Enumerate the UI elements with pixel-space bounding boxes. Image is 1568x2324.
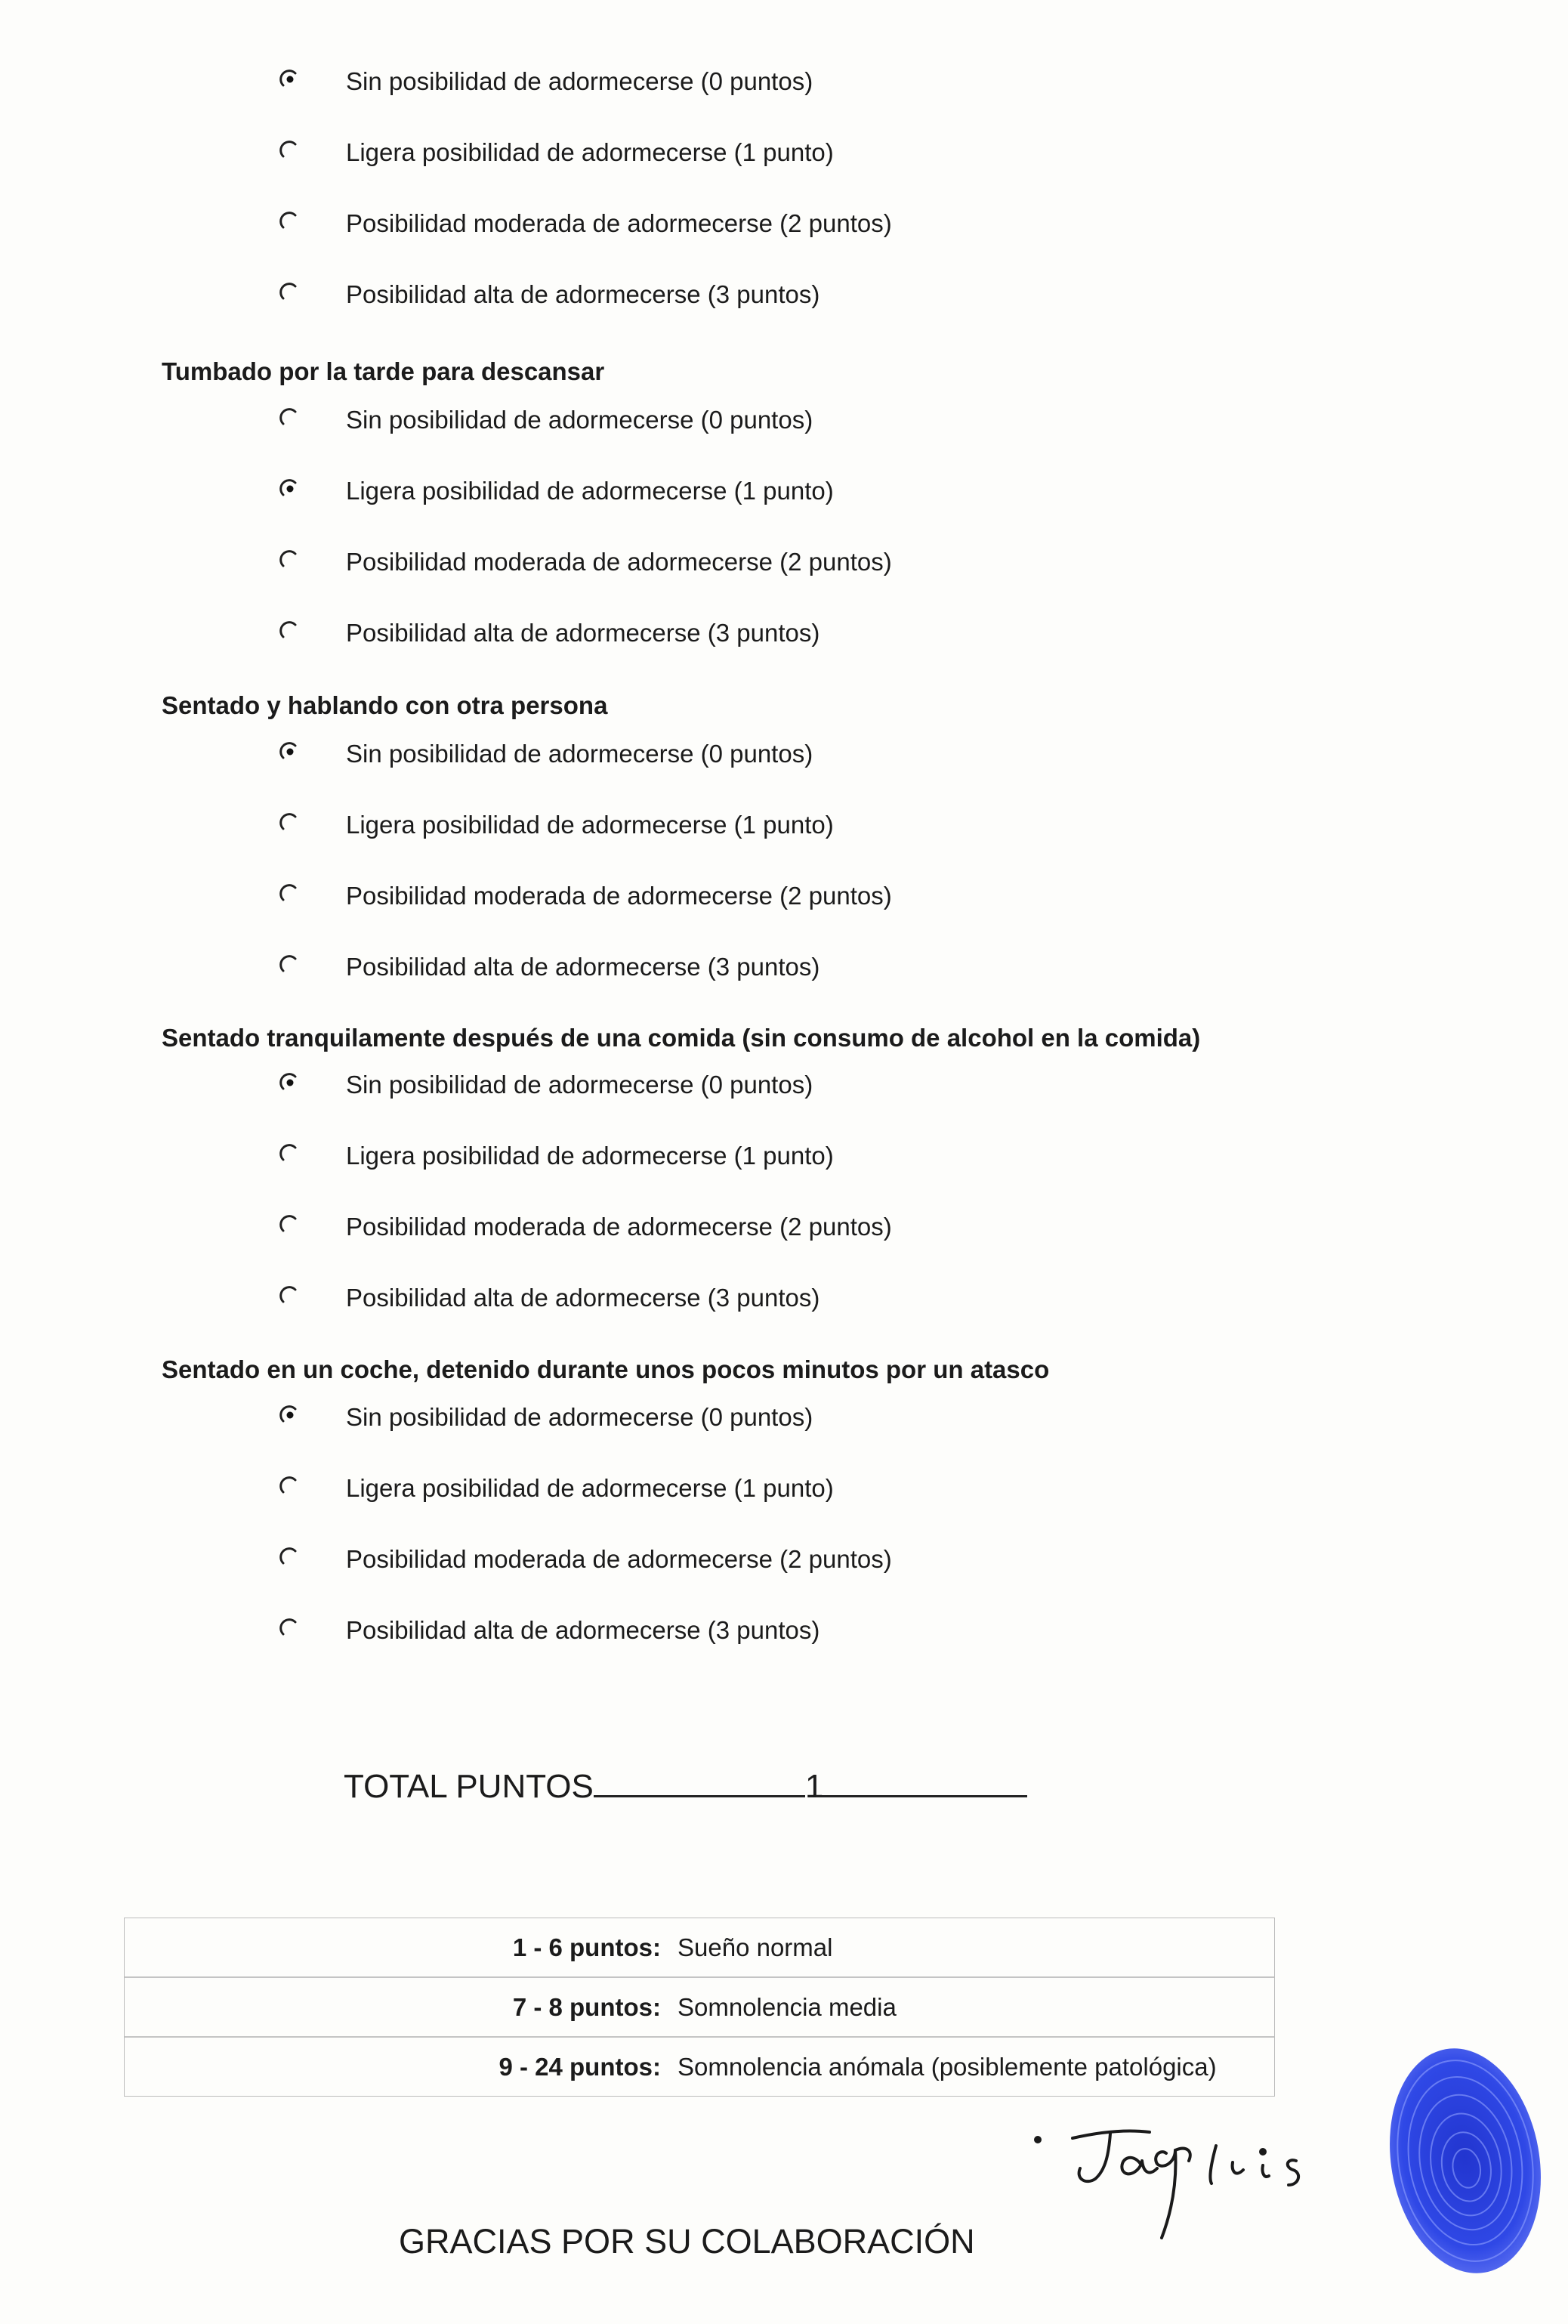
- scale-range: 7 - 8 puntos:: [512, 1992, 661, 2021]
- radio-option[interactable]: [162, 734, 1446, 805]
- option-label: Sin posibilidad de adormecerse (0 puntos): [346, 406, 813, 434]
- radio-option[interactable]: [162, 1278, 1446, 1349]
- question-title: Sentado tranquilamente después de una comida (sin consumo de alcohol en la comida): [162, 1024, 1201, 1052]
- question-block: [162, 691, 1446, 981]
- scale-description: Somnolencia anómala (posiblemente patológica): [678, 2052, 1217, 2081]
- option-label: Ligera posibilidad de adormecerse (1 punto): [346, 1474, 834, 1502]
- option-label: Posibilidad moderada de adormecerse (2 puntos): [346, 209, 892, 237]
- radio-checked-icon[interactable]: [279, 1073, 299, 1092]
- closing-message: GRACIAS POR SU COLABORACIÓN: [399, 2222, 975, 2261]
- question-title: Tumbado por la tarde para descansar: [162, 357, 605, 385]
- total-label: TOTAL PUNTOS: [344, 1768, 594, 1805]
- radio-option[interactable]: [162, 542, 1446, 613]
- radio-option[interactable]: [162, 62, 1446, 133]
- radio-unchecked-icon[interactable]: [279, 141, 299, 160]
- radio-unchecked-icon[interactable]: [279, 1476, 299, 1496]
- option-label: Posibilidad alta de adormecerse (3 puntos): [346, 1284, 820, 1312]
- question-title: Sentado y hablando con otra persona: [162, 691, 608, 719]
- radio-checked-icon[interactable]: [279, 70, 299, 89]
- radio-checked-icon[interactable]: [279, 742, 299, 762]
- option-label: Posibilidad moderada de adormecerse (2 puntos): [346, 882, 892, 910]
- radio-option[interactable]: [162, 400, 1446, 471]
- option-label: Ligera posibilidad de adormecerse (1 punto): [346, 477, 834, 505]
- option-group: [162, 1398, 1446, 1682]
- radio-option[interactable]: [162, 471, 1446, 542]
- score-scale-table: [124, 1918, 1275, 2097]
- option-label: Posibilidad alta de adormecerse (3 puntos): [346, 619, 820, 647]
- radio-option[interactable]: [162, 275, 1446, 346]
- radio-unchecked-icon[interactable]: [279, 1547, 299, 1567]
- total-value[interactable]: 1: [804, 1768, 824, 1805]
- radio-unchecked-icon[interactable]: [279, 955, 299, 975]
- option-label: Ligera posibilidad de adormecerse (1 punto): [346, 1142, 834, 1170]
- question-title: Sentado en un coche, detenido durante unos pocos minutos por un atasco: [162, 1355, 1050, 1383]
- option-label: Posibilidad moderada de adormecerse (2 puntos): [346, 1545, 892, 1573]
- option-label: Posibilidad moderada de adormecerse (2 puntos): [346, 548, 892, 576]
- radio-option[interactable]: [162, 1136, 1446, 1207]
- radio-checked-icon[interactable]: [279, 1405, 299, 1425]
- radio-unchecked-icon[interactable]: [279, 813, 299, 833]
- radio-option[interactable]: [162, 947, 1446, 1018]
- option-group: [162, 400, 1446, 685]
- radio-unchecked-icon[interactable]: [279, 212, 299, 231]
- option-label: Ligera posibilidad de adormecerse (1 punto): [346, 138, 834, 166]
- radio-option[interactable]: [162, 1398, 1446, 1469]
- option-label: Sin posibilidad de adormecerse (0 puntos): [346, 1071, 813, 1099]
- radio-unchecked-icon[interactable]: [279, 283, 299, 302]
- radio-option[interactable]: [162, 133, 1446, 204]
- option-label: Posibilidad moderada de adormecerse (2 puntos): [346, 1213, 892, 1241]
- scale-range: 9 - 24 puntos:: [498, 2052, 661, 2081]
- scale-row: [125, 1978, 1274, 2038]
- option-label: Posibilidad alta de adormecerse (3 puntos): [346, 280, 820, 308]
- scale-row: [125, 2038, 1274, 2096]
- radio-unchecked-icon[interactable]: [279, 550, 299, 570]
- radio-option[interactable]: [162, 613, 1446, 685]
- radio-option[interactable]: [162, 1469, 1446, 1540]
- radio-option[interactable]: [162, 1611, 1446, 1682]
- radio-unchecked-icon[interactable]: [279, 1286, 299, 1306]
- option-group: [162, 62, 1446, 346]
- total-points: [344, 1765, 1027, 1806]
- radio-option[interactable]: [162, 1207, 1446, 1278]
- handwritten-signature: [1027, 2123, 1375, 2255]
- option-label: Ligera posibilidad de adormecerse (1 punto): [346, 811, 834, 839]
- question-block: [162, 1355, 1446, 1644]
- option-label: Posibilidad alta de adormecerse (3 puntos): [346, 953, 820, 981]
- signature-drawing: [1027, 2123, 1375, 2251]
- option-group: [162, 734, 1446, 1018]
- total-blank-line-end: [816, 1765, 1027, 1797]
- scale-description: Sueño normal: [678, 1933, 833, 1961]
- option-label: Posibilidad alta de adormecerse (3 puntos): [346, 1616, 820, 1644]
- radio-option[interactable]: [162, 1540, 1446, 1611]
- radio-unchecked-icon[interactable]: [279, 408, 299, 428]
- radio-option[interactable]: [162, 1065, 1446, 1136]
- radio-unchecked-icon[interactable]: [279, 1144, 299, 1164]
- scale-description: Somnolencia media: [678, 1992, 897, 2021]
- option-label: Sin posibilidad de adormecerse (0 puntos): [346, 67, 813, 95]
- total-blank-line: [594, 1765, 805, 1797]
- option-group: [162, 1065, 1446, 1349]
- option-label: Sin posibilidad de adormecerse (0 puntos): [346, 1403, 813, 1431]
- scale-row: [125, 1918, 1274, 1978]
- radio-option[interactable]: [162, 876, 1446, 947]
- radio-option[interactable]: [162, 805, 1446, 876]
- radio-unchecked-icon[interactable]: [279, 621, 299, 641]
- option-label: Sin posibilidad de adormecerse (0 puntos): [346, 740, 813, 768]
- radio-unchecked-icon[interactable]: [279, 1215, 299, 1235]
- scale-range: 1 - 6 puntos:: [512, 1933, 661, 1961]
- radio-checked-icon[interactable]: [279, 479, 299, 499]
- fingerprint-drawing: [1375, 2032, 1556, 2289]
- radio-unchecked-icon[interactable]: [279, 1618, 299, 1638]
- radio-unchecked-icon[interactable]: [279, 884, 299, 904]
- radio-option[interactable]: [162, 204, 1446, 275]
- question-block: [162, 357, 1446, 647]
- fingerprint-image: [1375, 2032, 1556, 2293]
- question-block: [162, 1023, 1446, 1312]
